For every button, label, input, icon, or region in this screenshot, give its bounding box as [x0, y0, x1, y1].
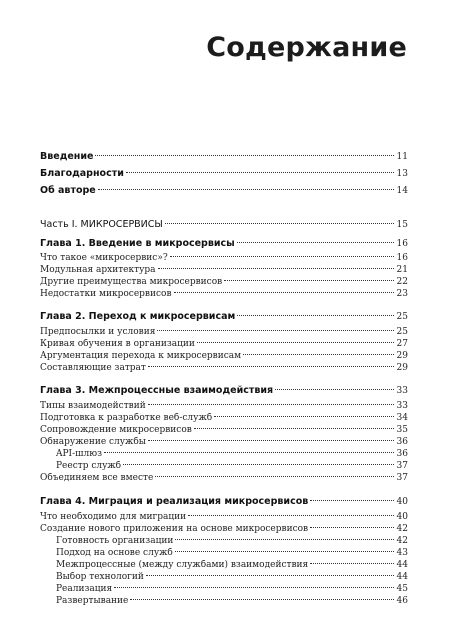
- toc-entry-label: Сопровождение микросервисов: [40, 425, 192, 435]
- toc-entry-label: Развертывание: [56, 596, 129, 606]
- leader-dots: [243, 354, 394, 355]
- toc-page-number: 33: [396, 386, 408, 396]
- toc-entry-label: Выбор технологий: [56, 572, 144, 582]
- toc-entry-subsection[interactable]: [56, 548, 408, 558]
- toc-page-number: 15: [396, 220, 408, 230]
- toc-entry-label: Глава 2. Переход к микросервисам: [40, 311, 236, 322]
- leader-dots: [98, 189, 394, 190]
- toc-entry-subsection[interactable]: [56, 584, 408, 594]
- toc-entry-label: Предпосылки и условия: [40, 327, 156, 337]
- toc-entry-chapter-4[interactable]: [40, 496, 408, 507]
- toc-entry-section[interactable]: [40, 425, 408, 435]
- leader-dots: [197, 342, 394, 343]
- toc-page-number: 13: [396, 169, 408, 179]
- toc-page-number: 33: [396, 401, 408, 411]
- leader-dots: [130, 599, 394, 600]
- toc-entry-label: Создание нового приложения на основе микросервисов: [40, 524, 309, 534]
- leader-dots: [158, 268, 394, 269]
- leader-dots: [148, 366, 394, 367]
- page-title: Содержание: [206, 32, 407, 63]
- toc-page-number: 25: [396, 327, 408, 337]
- toc-page-number: 40: [396, 497, 408, 507]
- toc-entry-section[interactable]: [40, 265, 408, 275]
- toc-page-number: 44: [396, 560, 408, 570]
- toc-entry-chapter-1[interactable]: [40, 238, 408, 249]
- toc-entry-label: Что необходимо для миграции: [40, 512, 187, 522]
- toc-entry-section[interactable]: [40, 339, 408, 349]
- toc-entry-part-1[interactable]: [40, 219, 408, 230]
- leader-dots: [174, 292, 394, 293]
- leader-dots: [155, 476, 394, 477]
- toc-entry-intro[interactable]: [40, 151, 408, 162]
- toc-entry-label: API-шлюз: [56, 449, 102, 459]
- leader-dots: [175, 551, 394, 552]
- toc-page-number: 46: [396, 596, 408, 606]
- toc-entry-label: Введение: [40, 151, 94, 162]
- toc-page-number: 37: [396, 461, 408, 471]
- leader-dots: [310, 500, 394, 501]
- toc-entry-subsection[interactable]: [56, 560, 408, 570]
- leader-dots: [95, 155, 394, 156]
- toc-entry-label: Межпроцессные (между службами) взаимодействия: [56, 560, 309, 570]
- leader-dots: [237, 315, 394, 316]
- toc-entry-label: Модульная архитектура: [40, 265, 156, 275]
- toc-entry-section[interactable]: [40, 277, 408, 287]
- toc-entry-subsection[interactable]: [56, 536, 408, 546]
- toc-entry-label: Реализация: [56, 584, 113, 594]
- toc-entry-label: Составляющие затрат: [40, 363, 146, 373]
- toc-entry-label: Что такое «микросервис»?: [40, 253, 168, 263]
- toc-page-number: 22: [396, 277, 408, 287]
- leader-dots: [224, 280, 394, 281]
- toc-entry-section[interactable]: [40, 401, 408, 411]
- leader-dots: [194, 428, 394, 429]
- toc-page-number: 40: [396, 512, 408, 522]
- leader-dots: [188, 515, 394, 516]
- toc-entry-label: Глава 4. Миграция и реализация микросервисов: [40, 496, 309, 507]
- toc-page-number: 14: [396, 186, 408, 196]
- toc-page-number: 43: [396, 548, 408, 558]
- toc-page-number: 34: [396, 413, 408, 423]
- toc-entry-subsection[interactable]: [56, 596, 408, 606]
- toc-entry-subsection[interactable]: [56, 572, 408, 582]
- leader-dots: [114, 587, 394, 588]
- toc-entry-label: Об авторе: [40, 185, 96, 196]
- toc-page-number: 45: [396, 584, 408, 594]
- leader-dots: [310, 527, 394, 528]
- leader-dots: [310, 563, 394, 564]
- toc-entry-section[interactable]: [40, 512, 408, 522]
- toc-entry-section[interactable]: [40, 473, 408, 483]
- toc-entry-section[interactable]: [40, 363, 408, 373]
- toc-page-number: 16: [396, 253, 408, 263]
- toc-entry-chapter-2[interactable]: [40, 311, 408, 322]
- leader-dots: [237, 242, 394, 243]
- toc-entry-section[interactable]: [40, 289, 408, 299]
- toc-entry-label: Обнаружение службы: [40, 437, 146, 447]
- toc-entry-thanks[interactable]: [40, 168, 408, 179]
- toc-entry-section[interactable]: [40, 437, 408, 447]
- toc-page-number: 36: [396, 449, 408, 459]
- toc-page-number: 11: [396, 152, 408, 162]
- toc-page-number: 23: [396, 289, 408, 299]
- toc-page-number: 25: [396, 312, 408, 322]
- leader-dots: [170, 256, 394, 257]
- toc-entry-subsection[interactable]: [56, 461, 408, 471]
- toc-page-number: 29: [396, 351, 408, 361]
- toc-entry-section[interactable]: [40, 413, 408, 423]
- leader-dots: [175, 539, 394, 540]
- toc-entry-label: Глава 3. Межпроцессные взаимодействия: [40, 385, 274, 396]
- toc-entry-label: Реестр служб: [56, 461, 122, 471]
- leader-dots: [275, 389, 394, 390]
- toc-page-number: 42: [396, 524, 408, 534]
- toc-entry-label: Объединяем все вместе: [40, 473, 154, 483]
- toc-entry-subsection[interactable]: [56, 449, 408, 459]
- toc-page-number: 42: [396, 536, 408, 546]
- toc-entry-label: Благодарности: [40, 168, 124, 179]
- toc-entry-label: Часть I. МИКРОСЕРВИСЫ: [40, 219, 163, 230]
- toc-entry-label: Готовность организации: [56, 536, 174, 546]
- toc-entry-section[interactable]: [40, 524, 408, 534]
- leader-dots: [146, 575, 394, 576]
- leader-dots: [214, 416, 394, 417]
- toc-page-number: 29: [396, 363, 408, 373]
- leader-dots: [126, 172, 394, 173]
- toc-page-number: 16: [396, 239, 408, 249]
- toc-entry-label: Глава 1. Введение в микросервисы: [40, 238, 235, 249]
- toc-entry-section[interactable]: [40, 253, 408, 263]
- toc-entry-label: Кривая обучения в организации: [40, 339, 195, 349]
- toc-entry-section[interactable]: [40, 327, 408, 337]
- toc-entry-label: Недостатки микросервисов: [40, 289, 172, 299]
- leader-dots: [148, 440, 394, 441]
- leader-dots: [148, 404, 394, 405]
- toc-entry-author[interactable]: [40, 185, 408, 196]
- toc-page-number: 35: [396, 425, 408, 435]
- toc-entry-chapter-3[interactable]: [40, 385, 408, 396]
- toc-entry-label: Подготовка к разработке веб-служб: [40, 413, 213, 423]
- toc-page-number: 44: [396, 572, 408, 582]
- leader-dots: [157, 330, 394, 331]
- toc-entry-label: Аргументация перехода к микросервисам: [40, 351, 242, 361]
- toc-entry-label: Другие преимущества микросервисов: [40, 277, 223, 287]
- toc-entry-label: Подход на основе служб: [56, 548, 173, 558]
- toc-page-number: 21: [396, 265, 408, 275]
- leader-dots: [165, 223, 394, 224]
- toc-page-number: 37: [396, 473, 408, 483]
- toc-page-number: 36: [396, 437, 408, 447]
- toc-entry-section[interactable]: [40, 351, 408, 361]
- toc-page-number: 27: [396, 339, 408, 349]
- toc-entry-label: Типы взаимодействий: [40, 401, 146, 411]
- leader-dots: [123, 464, 394, 465]
- leader-dots: [104, 452, 394, 453]
